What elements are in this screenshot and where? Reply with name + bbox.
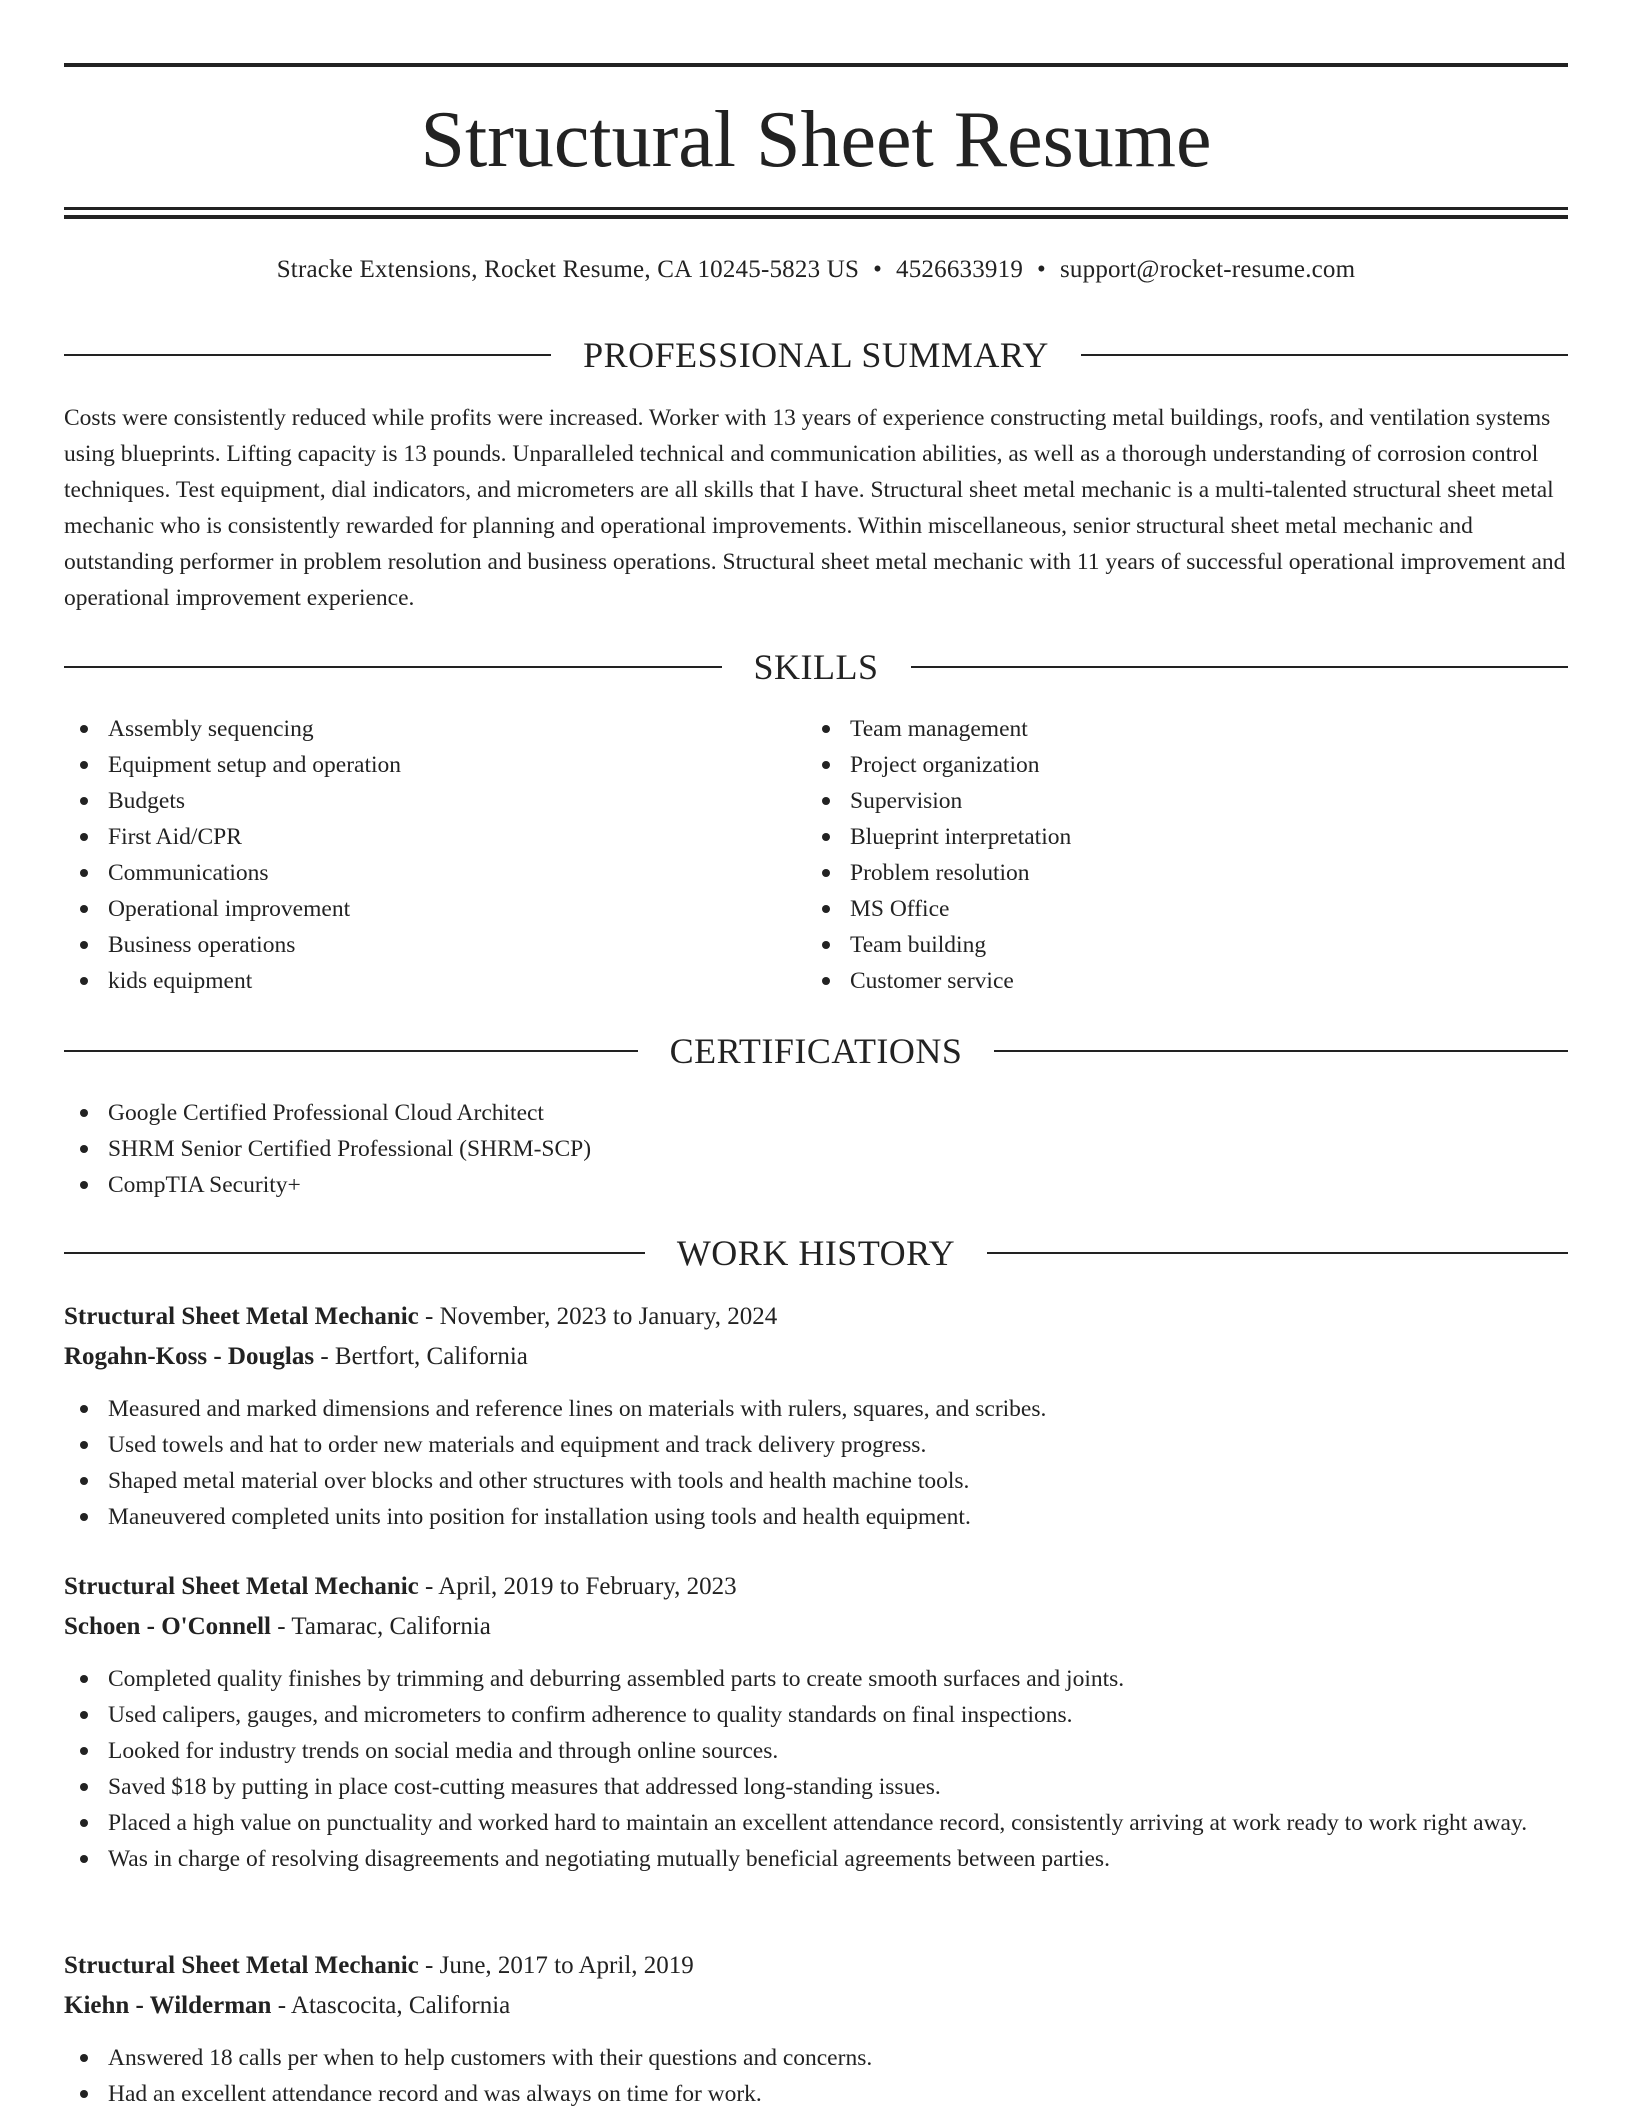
skill-item-text: Equipment setup and operation	[108, 752, 402, 778]
job-company-line	[64, 1986, 510, 2026]
divider	[64, 354, 551, 356]
job-dates: - April, 2019 to February, 2023	[418, 1573, 737, 1600]
skill-item-text: Team management	[850, 716, 1028, 742]
skill-item-text: Assembly sequencing	[108, 716, 314, 742]
skill-item-text: Supervision	[850, 788, 963, 814]
job-dates: - November, 2023 to January, 2024	[418, 1303, 778, 1330]
job-bullet-item	[64, 1733, 1568, 1769]
job-bullets	[64, 1661, 1568, 1877]
skill-item	[806, 963, 1566, 999]
skill-item	[806, 891, 1566, 927]
skill-item	[64, 783, 804, 819]
skill-item-text: First Aid/CPR	[108, 824, 242, 850]
skill-item	[64, 963, 804, 999]
bullet-dot	[80, 761, 88, 769]
divider	[64, 1252, 645, 1254]
skill-item-text: Communications	[108, 860, 269, 886]
job-bullet-item	[64, 2040, 1568, 2076]
job-bullet-item-text: Used towels and hat to order new materials and equipment and track delivery progress.	[108, 1432, 927, 1458]
job-company-line	[64, 1607, 491, 1647]
skill-item-text: Problem resolution	[850, 860, 1030, 886]
job-bullet-item-text: Completed quality finishes by trimming and deburring assembled parts to create smooth surfaces and joints.	[108, 1666, 1125, 1692]
bullet-dot	[80, 1477, 88, 1485]
contact-email: support@rocket-resume.com	[1059, 256, 1356, 283]
certification-item	[64, 1095, 1568, 1131]
bullet-dot	[80, 2054, 88, 2062]
skill-item	[806, 855, 1566, 891]
job-location: - Atascocita, California	[271, 1992, 511, 2019]
skills-heading	[64, 645, 1568, 689]
skill-item	[64, 711, 804, 747]
skills-title: SKILLS	[753, 647, 879, 687]
job-bullet-item	[64, 2076, 1568, 2112]
bullet-dot	[80, 1747, 88, 1755]
bullet-dot	[80, 1145, 88, 1153]
top-rule	[64, 63, 1568, 67]
job-bullet-item-text: Was in charge of resolving disagreements and negotiating mutually beneficial agreements between parties.	[108, 1846, 1110, 1872]
divider	[911, 666, 1569, 668]
contact-separator: •	[1037, 256, 1046, 283]
skill-item-text: MS Office	[850, 896, 950, 922]
skill-item	[806, 927, 1566, 963]
job-dates: - June, 2017 to April, 2019	[418, 1952, 694, 1979]
skills-list-right	[806, 711, 1566, 999]
bullet-dot	[80, 1109, 88, 1117]
header-rule-upper	[64, 207, 1568, 210]
work-history-heading	[64, 1231, 1568, 1275]
certifications-heading	[64, 1029, 1568, 1073]
skill-item	[806, 819, 1566, 855]
bullet-dot	[80, 2090, 88, 2098]
job-bullet-item-text: Saved $18 by putting in place cost-cutting measures that addressed long-standing issues.	[108, 1774, 941, 1800]
resume-name: Structural Sheet Resume	[420, 96, 1212, 184]
bullet-dot	[822, 833, 830, 841]
job-bullet-item	[64, 1697, 1568, 1733]
summary-text: Costs were consistently reduced while profits were increased. Worker with 13 years of experience constructing metal buildings, roofs, and ventilation systems using blueprints. Lifting capacity is 13 pounds. Unparalleled technical and communication abilities, as well as a thorough understanding of corrosion control techniques. Test equipment, dial indicators, and micrometers are all skills that I have. Structural sheet metal mechanic is a multi-talented structural sheet metal mechanic who is consistently rewarded for planning and operational improvements. Within miscellaneous, senior structural sheet metal mechanic and outstanding performer in problem resolution and business operations. Structural sheet metal mechanic with 11 years of successful operational improvement and operational improvement experience.	[64, 405, 1566, 611]
bullet-dot	[80, 905, 88, 913]
job-title-line	[64, 1297, 777, 1337]
job-title-line	[64, 1946, 694, 1986]
bullet-dot	[822, 977, 830, 985]
divider	[994, 1050, 1568, 1052]
job-company: Kiehn - Wilderman	[64, 1992, 272, 2019]
certification-item-text: CompTIA Security+	[108, 1172, 301, 1198]
work-history-title: WORK HISTORY	[676, 1233, 956, 1273]
certifications-list	[64, 1095, 1568, 1203]
divider	[1081, 354, 1568, 356]
summary-title: PROFESSIONAL SUMMARY	[583, 335, 1049, 375]
bullet-dot	[80, 1711, 88, 1719]
job-bullet-item-text: Placed a high value on punctuality and worked hard to maintain an excellent attendance record, consistently arriving at work ready to work right away.	[108, 1810, 1528, 1836]
job-title: Structural Sheet Metal Mechanic	[64, 1573, 419, 1600]
job-bullet-item	[64, 1427, 1568, 1463]
skill-item-text: kids equipment	[108, 968, 253, 994]
job-bullet-item	[64, 1391, 1568, 1427]
job-bullet-item	[64, 1463, 1568, 1499]
contact-separator: •	[873, 256, 883, 283]
job-company-line	[64, 1337, 528, 1377]
contact-line	[64, 254, 1568, 286]
job-bullet-item-text: Maneuvered completed units into position for installation using tools and health equipment.	[108, 1504, 971, 1530]
certification-item-text: SHRM Senior Certified Professional (SHRM-SCP)	[108, 1136, 592, 1162]
bullet-dot	[80, 1675, 88, 1683]
skill-item	[64, 855, 804, 891]
skill-item-text: Customer service	[850, 968, 1014, 994]
job-bullet-item	[64, 1499, 1568, 1535]
bullet-dot	[80, 1513, 88, 1521]
skill-item	[64, 819, 804, 855]
bullet-dot	[822, 905, 830, 913]
bullet-dot	[822, 761, 830, 769]
skill-item-text: Operational improvement	[108, 896, 351, 922]
bullet-dot	[80, 1819, 88, 1827]
skill-item	[806, 747, 1566, 783]
bullet-dot	[80, 1855, 88, 1863]
contact-address: Stracke Extensions, Rocket Resume, CA 10245-5823 US	[276, 256, 860, 283]
bullet-dot	[822, 869, 830, 877]
skill-item-text: Business operations	[108, 932, 296, 958]
divider	[64, 666, 722, 668]
bullet-dot	[80, 1405, 88, 1413]
bullet-dot	[80, 977, 88, 985]
job-bullet-item-text: Used calipers, gauges, and micrometers to confirm adherence to quality standards on final inspections.	[108, 1702, 1073, 1728]
bullet-dot	[822, 941, 830, 949]
certification-item	[64, 1131, 1568, 1167]
job-title-line	[64, 1567, 737, 1607]
header-rule-lower	[64, 215, 1568, 219]
bullet-dot	[80, 1441, 88, 1449]
job-title: Structural Sheet Metal Mechanic	[64, 1952, 419, 1979]
divider	[987, 1252, 1568, 1254]
job-bullet-item	[64, 1805, 1568, 1841]
job-location: - Bertfort, California	[314, 1343, 528, 1370]
certification-item	[64, 1167, 1568, 1203]
job-bullet-item-text: Answered 18 calls per when to help customers with their questions and concerns.	[108, 2045, 873, 2071]
skill-item-text: Team building	[850, 932, 987, 958]
job-bullet-item-text: Shaped metal material over blocks and other structures with tools and health machine tools.	[108, 1468, 970, 1494]
skill-item	[64, 891, 804, 927]
bullet-dot	[80, 797, 88, 805]
skills-list-left	[64, 711, 804, 999]
skill-item-text: Blueprint interpretation	[850, 824, 1072, 850]
job-company: Rogahn-Koss - Douglas	[64, 1343, 315, 1370]
skill-item	[64, 747, 804, 783]
skill-item	[806, 783, 1566, 819]
job-bullet-item-text: Looked for industry trends on social media and through online sources.	[108, 1738, 779, 1764]
summary-heading	[64, 333, 1568, 377]
job-location: - Tamarac, California	[270, 1613, 491, 1640]
job-bullet-item	[64, 1661, 1568, 1697]
certifications-title: CERTIFICATIONS	[669, 1031, 963, 1071]
skill-item	[806, 711, 1566, 747]
job-bullet-item	[64, 1769, 1568, 1805]
certification-item-text: Google Certified Professional Cloud Architect	[108, 1100, 544, 1126]
job-bullet-item-text: Measured and marked dimensions and reference lines on materials with rulers, squares, and scribes.	[108, 1396, 1047, 1422]
bullet-dot	[80, 1181, 88, 1189]
bullet-dot	[80, 1783, 88, 1791]
bullet-dot	[80, 833, 88, 841]
job-bullets	[64, 2040, 1568, 2112]
job-company: Schoen - O'Connell	[64, 1613, 271, 1640]
bullet-dot	[80, 725, 88, 733]
bullet-dot	[80, 941, 88, 949]
skill-item-text: Project organization	[850, 752, 1040, 778]
skill-item-text: Budgets	[108, 788, 186, 814]
bullet-dot	[80, 869, 88, 877]
job-title: Structural Sheet Metal Mechanic	[64, 1303, 419, 1330]
bullet-dot	[822, 797, 830, 805]
job-bullets	[64, 1391, 1568, 1535]
divider	[64, 1050, 638, 1052]
skill-item	[64, 927, 804, 963]
bullet-dot	[822, 725, 830, 733]
job-bullet-item-text: Had an excellent attendance record and was always on time for work.	[108, 2081, 762, 2107]
contact-phone: 4526633919	[896, 256, 1024, 283]
job-bullet-item	[64, 1841, 1568, 1877]
